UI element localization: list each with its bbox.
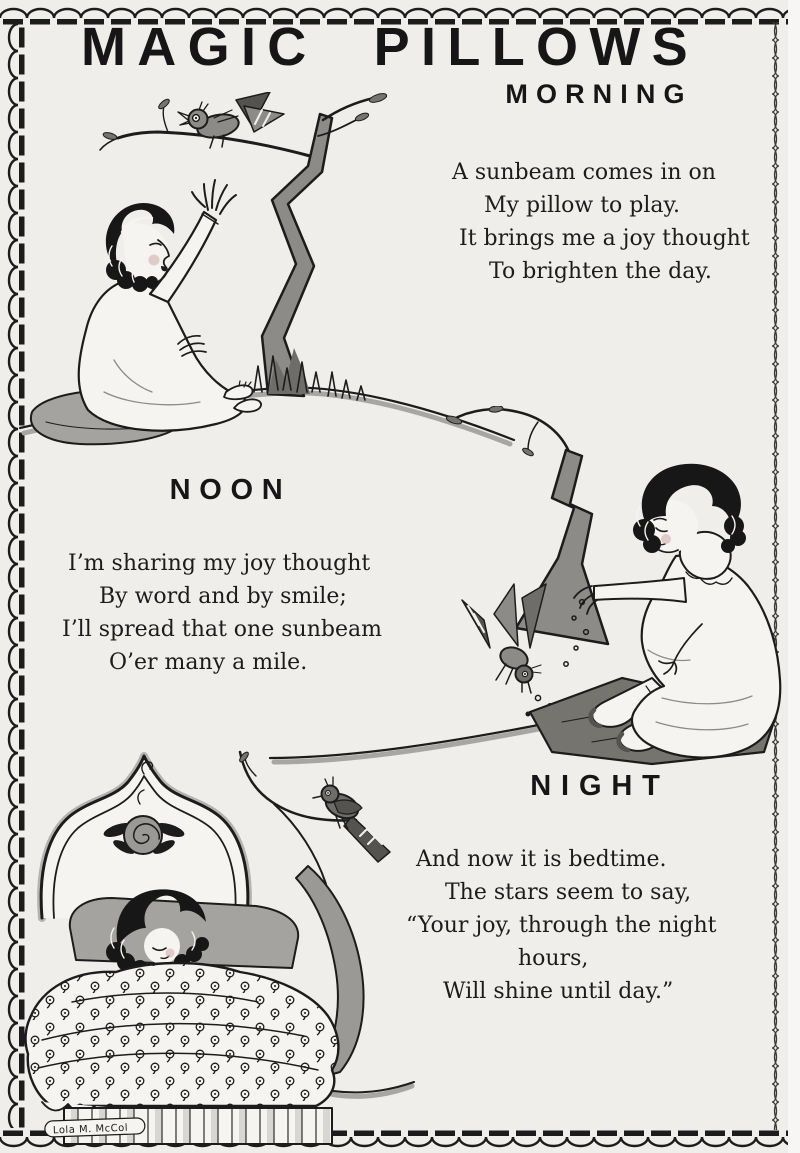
poem-line: I’ll spread that one sunbeam [62,617,382,642]
heading-morning: MORNING [505,79,693,109]
girl-figure [79,180,261,431]
polka-dot-quilt [26,963,339,1131]
page-title: MAGIC PILLOWS [80,17,700,77]
poem-line: By word and by smile; [99,584,347,609]
poem-line: It brings me a joy thought [459,226,750,251]
poem-night [406,843,716,1008]
poem-line: And now it is bedtime. [416,847,667,872]
poem-line: Will shine until day.” [443,979,674,1004]
poem-line: O’er many a mile. [109,650,308,675]
artist-signature [45,1118,145,1137]
poem-line: I’m sharing my joy thought [68,551,371,576]
poem-morning [452,156,750,288]
noon-bird [462,584,546,693]
signature-text: Lola M. McCol [52,1122,129,1137]
tree [262,92,388,396]
poem-line: “Your joy, through the night [406,913,717,938]
poem-line: To brighten the day. [489,259,712,284]
poem-line: My pillow to play. [484,193,681,218]
poem-line: hours, [518,946,589,971]
night-illustration [12,750,424,1148]
poem-line: The stars seem to say, [445,880,692,905]
heading-noon: NOON [169,474,292,506]
poem-noon [62,547,382,679]
poem-line: A sunbeam comes in on [452,160,716,185]
heading-night: NIGHT [530,770,670,802]
